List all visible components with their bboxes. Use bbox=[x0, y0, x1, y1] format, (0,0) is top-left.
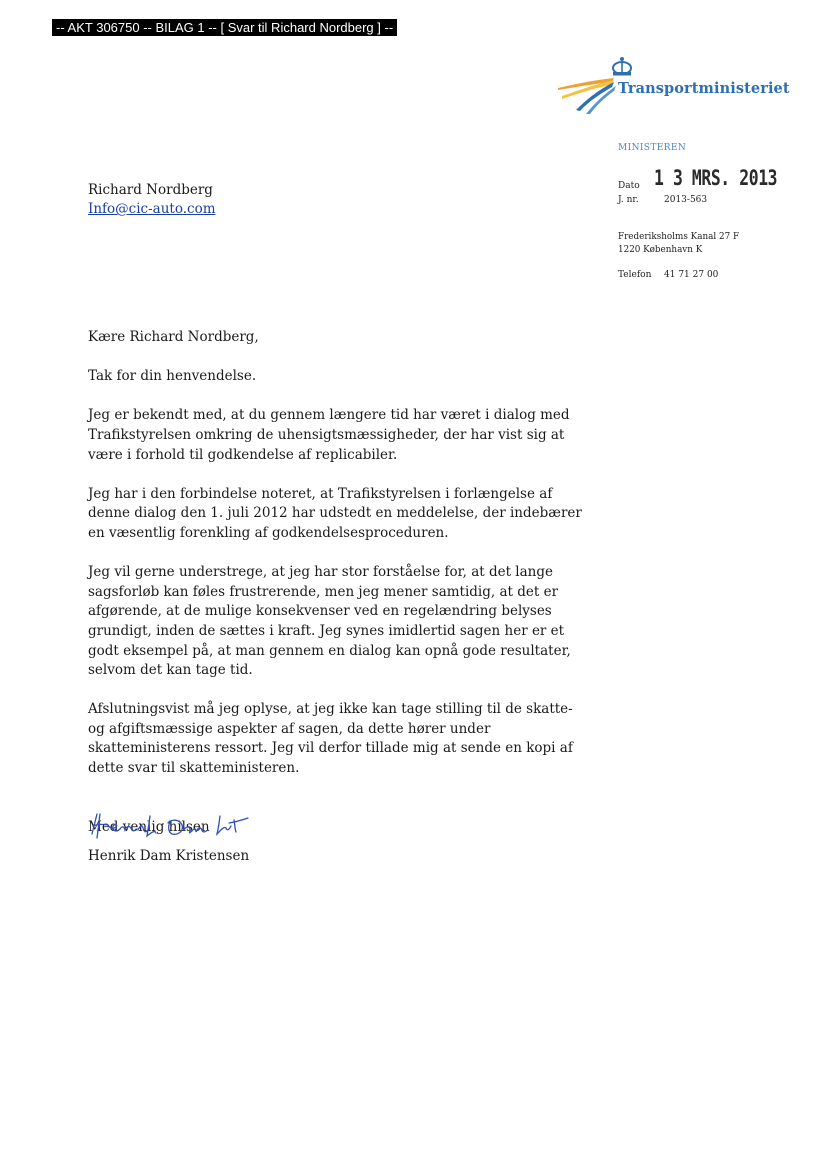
ministry-logo bbox=[556, 56, 790, 116]
address-line-2: 1220 København K bbox=[618, 245, 703, 255]
paragraph: Jeg er bekendt med, at du gennem længere tid har været i dialog med Trafikstyrelsen omkring de uhensigtsmæssigheder, der har vist sig at være i forhold til godkendelse af replicabiler. bbox=[88, 407, 570, 463]
address-line-1: Frederiksholms Kanal 27 F bbox=[618, 232, 740, 242]
paragraph: Tak for din henvendelse. bbox=[88, 368, 257, 385]
signer-name: Henrik Dam Kristensen bbox=[88, 848, 250, 864]
recipient-email-link[interactable]: Info@cic-auto.com bbox=[88, 201, 216, 217]
date-label: Dato bbox=[618, 181, 640, 191]
jnr-value: 2013-563 bbox=[664, 195, 708, 205]
closing: Med venlig hilsen bbox=[88, 818, 210, 835]
recipient-block bbox=[88, 181, 216, 219]
department-label: MINISTEREN bbox=[618, 143, 687, 153]
phone-label: Telefon bbox=[618, 270, 652, 280]
phone-value: 41 71 27 00 bbox=[664, 270, 719, 280]
paragraph: Jeg har i den forbindelse noteret, at Trafikstyrelsen i forlængelse af denne dialog den 1. juli 2012 har udstedt en meddelelse, der indebærer en væsentlig forenkling af godkendelsesproceduren. bbox=[88, 485, 582, 541]
crown-icon bbox=[613, 57, 631, 76]
handwritten-signature bbox=[88, 806, 258, 846]
jnr-row bbox=[618, 195, 707, 205]
paragraph: Afslutningsvist må jeg oplyse, at jeg ikke kan tage stilling til de skatte- og afgiftsmæssige aspekter af sagen, da dette hører under skatteministerens ressort. Jeg vil derfor tillade mig at sende en kopi af dette svar til skatteministeren. bbox=[88, 701, 573, 777]
logo-text: Transportministeriet bbox=[618, 80, 790, 97]
recipient-name: Richard Nordberg bbox=[88, 182, 213, 198]
phone-row bbox=[618, 270, 718, 280]
date-stamp: 1 3 MRS. 2013 bbox=[654, 166, 778, 190]
document-banner: -- AKT 306750 -- BILAG 1 -- [ Svar til Richard Nordberg ] -- bbox=[52, 19, 397, 36]
jnr-label: J. nr. bbox=[618, 195, 639, 205]
paragraph: Jeg vil gerne understrege, at jeg har stor forståelse for, at det lange sagsforløb kan føles frustrerende, men jeg mener samtidig, at det er afgørende, at de mulige konsekvenser ved en regelændring belyses grundigt, inden de sættes i kraft. Jeg synes imidlertid sagen her er et godt eksempel på, at man gennem en dialog kan opnå gode resultater, selvom det kan tage tid. bbox=[88, 564, 571, 679]
letter-body bbox=[88, 328, 588, 837]
salutation: Kære Richard Nordberg, bbox=[88, 329, 259, 345]
